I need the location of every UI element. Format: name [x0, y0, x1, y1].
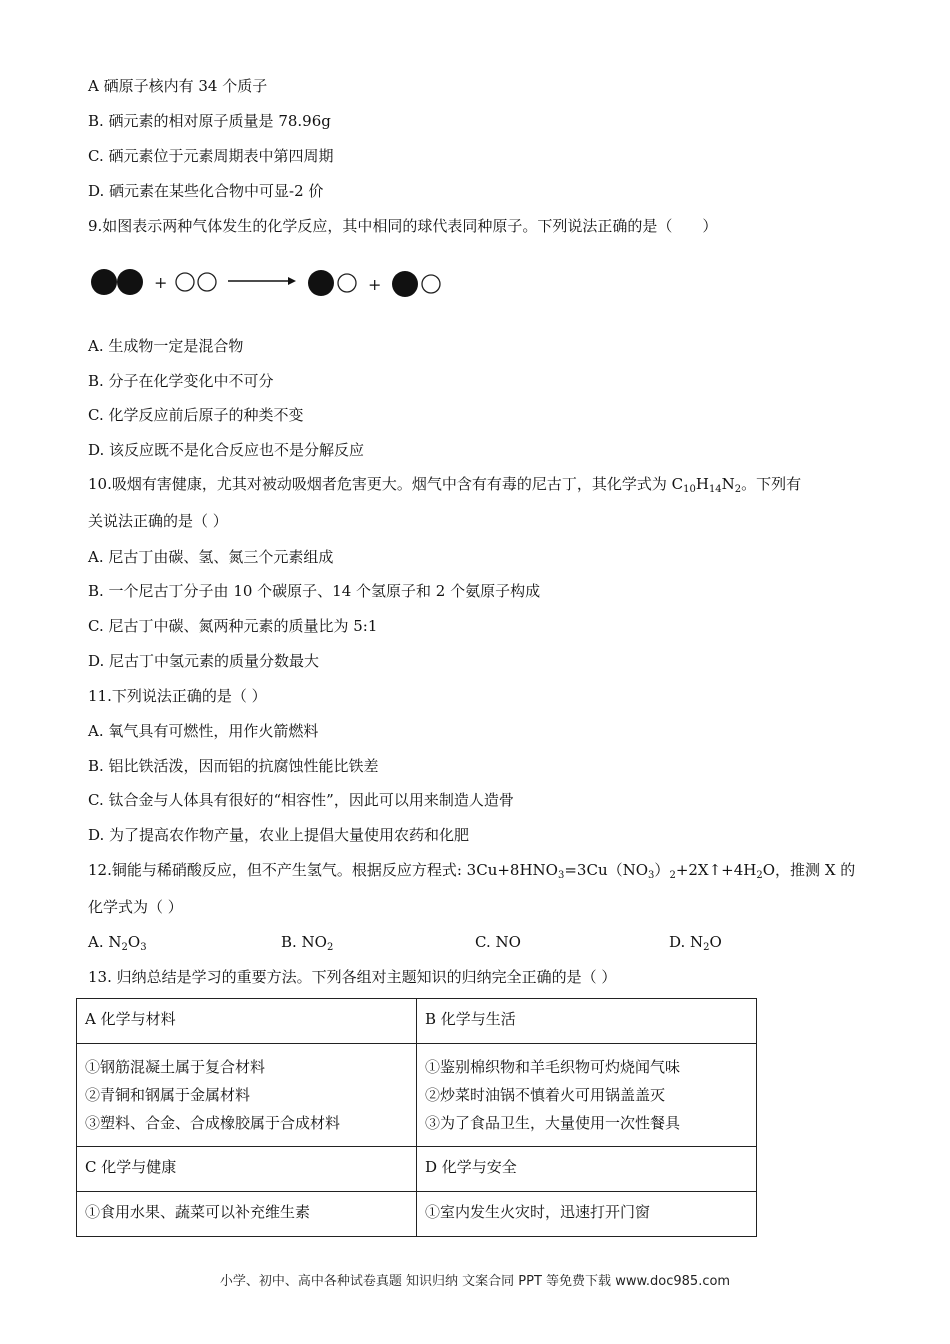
- cell-d-title: D 化学与安全: [417, 1147, 757, 1192]
- q11-option-b: B. 铝比铁活泼，因而铝的抗腐蚀性能比铁差: [88, 757, 379, 775]
- q9-option-b: B. 分子在化学变化中不可分: [88, 372, 274, 390]
- q11-option-d: D. 为了提高农作物产量，农业上提倡大量使用农药和化肥: [88, 826, 470, 844]
- cell-c-title: C 化学与健康: [77, 1147, 417, 1192]
- white-atom: [422, 275, 440, 293]
- table-row: [77, 1147, 757, 1192]
- q12-option-c: C. NO: [475, 933, 521, 951]
- white-atom: [176, 273, 194, 291]
- q12-stem: 12.铜能与稀硝酸反应，但不产生氢气。根据反应方程式: $3Cu+8HNO_3=3Cu(NO_3)_2+2X↑+4H_2O$，推测 X 的: [88, 861, 856, 881]
- q12-option-a: A. $N_2O_3$: [88, 933, 147, 953]
- cell-d-items: [417, 1192, 757, 1237]
- table-row: [77, 999, 757, 1044]
- q10-stem-line2: 关说法正确的是（ ）: [88, 512, 228, 530]
- cell-b-items: [417, 1044, 757, 1147]
- q12-option-b: B. $NO_2$: [281, 933, 334, 953]
- q12-option-d: D. $N_2O$: [669, 933, 722, 953]
- q9-option-c: C. 化学反应前后原子的种类不变: [88, 406, 304, 424]
- q11-option-c: C. 钛合金与人体具有很好的“相容性”，因此可以用来制造人造骨: [88, 791, 514, 809]
- q8-option-d: D. 硒元素在某些化合物中可显-2 价: [88, 182, 324, 200]
- list-item: ①鉴别棉织物和羊毛织物可灼烧闻气味: [425, 1058, 681, 1076]
- plus-sign: +: [368, 275, 382, 294]
- list-item: ②炒菜时油锅不慎着火可用锅盖盖灭: [425, 1086, 666, 1104]
- black-diatomic-molecule: [91, 269, 143, 295]
- q9-stem: 9.如图表示两种气体发生的化学反应，其中相同的球代表同种原子。下列说法正确的是（ ）: [88, 217, 718, 235]
- cell-a-title: A 化学与材料: [77, 999, 417, 1044]
- black-atom: [91, 269, 117, 295]
- plus-sign: +: [154, 273, 168, 292]
- q10-option-b: B. 一个尼古丁分子由 10 个碳原子、14 个氢原子和 2 个氨原子构成: [88, 582, 541, 600]
- reaction-arrow: [228, 277, 296, 285]
- product-molecule: [392, 271, 440, 297]
- list-item: ③塑料、合金、合成橡胶属于合成材料: [85, 1114, 341, 1132]
- table-row: [77, 1192, 757, 1237]
- q12-stem-line2: 化学式为（ ）: [88, 898, 183, 916]
- white-atom: [198, 273, 216, 291]
- q8-option-b: B. 硒元素的相对原子质量是 78.96g: [88, 112, 331, 130]
- white-diatomic-molecule: [176, 273, 216, 291]
- list-item: ①食用水果、蔬菜可以补充维生素: [85, 1203, 311, 1221]
- q8-option-c: C. 硒元素位于元素周期表中第四周期: [88, 147, 334, 165]
- cell-a-items: [77, 1044, 417, 1147]
- q9-option-d: D. 该反应既不是化合反应也不是分解反应: [88, 441, 365, 459]
- list-item: ③为了食品卫生，大量使用一次性餐具: [425, 1114, 681, 1132]
- q8-option-a: A 硒原子核内有 34 个质子: [88, 77, 268, 95]
- black-atom: [392, 271, 418, 297]
- cell-b-title: B 化学与生活: [417, 999, 757, 1044]
- q9-option-a: A. 生成物一定是混合物: [88, 337, 244, 355]
- list-item: ①钢筋混凝土属于复合材料: [85, 1058, 266, 1076]
- q10-option-c: C. 尼古丁中碳、氮两种元素的质量比为 5:1: [88, 617, 378, 635]
- reaction-diagram: [90, 262, 450, 302]
- q11-option-a: A. 氧气具有可燃性，用作火箭燃料: [88, 722, 319, 740]
- q13-table: [76, 998, 757, 1237]
- white-atom: [338, 274, 356, 292]
- list-item: ②青铜和钢属于金属材料: [85, 1086, 251, 1104]
- table-row: [77, 1044, 757, 1147]
- q10-option-a: A. 尼古丁由碳、氢、氮三个元素组成: [88, 548, 334, 566]
- product-molecule: [308, 270, 356, 296]
- page-footer: 小学、初中、高中各种试卷真题 知识归纳 文案合同 PPT 等免费下载 www.doc985.com: [219, 1274, 731, 1289]
- black-atom: [308, 270, 334, 296]
- q11-stem: 11.下列说法正确的是（ ）: [88, 687, 267, 705]
- black-atom: [117, 269, 143, 295]
- cell-c-items: [77, 1192, 417, 1237]
- q13-stem: 13. 归纳总结是学习的重要方法。下列各组对主题知识的归纳完全正确的是（ ）: [88, 968, 617, 986]
- q10-option-d: D. 尼古丁中氢元素的质量分数最大: [88, 652, 320, 670]
- list-item: ①室内发生火灾时，迅速打开门窗: [425, 1203, 651, 1221]
- q10-stem: 10.吸烟有害健康，尤其对被动吸烟者危害更大。烟气中含有有毒的尼古丁，其化学式为 $C_{10}H_{14}N_2$。下列有: [88, 475, 802, 495]
